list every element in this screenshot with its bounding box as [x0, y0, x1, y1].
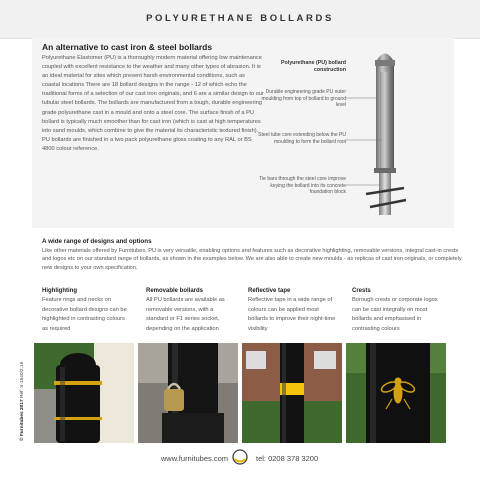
photo-crests — [346, 343, 446, 443]
intro-paragraph: Polyurethane Elastomer (PU) is a thoroughly modern material offering low maintenance coupled with excellent resistance to the weather and many other types of abrasion. It is an ideal material for sites which present harsh environmental conditions, such as coastal locations There are 18 bollard designs in the range - 12 of which echo the traditional forms of a selection of our cast iron originals, and 6 are a similar design to our tubular steel bollards. The bollards are manufactured from a tough, durable engineering grade polyurethane cast in a mould and onto a steel core. The surface finish of a PU bollard is typically much smoother than for cast iron (which is cast at high temperatures into sand moulds, which combine to give the material its characteristic textured finish). PU bollards are finished in a two pack polyurethane gloss coating to any RAL or BS 4800 colour reference. — [42, 55, 264, 152]
copyright-credit — [20, 362, 25, 441]
footer-telephone[interactable]: tel: 0208 378 3200 — [256, 454, 319, 463]
feature-title: Crests — [352, 288, 371, 294]
pu-base-ring — [374, 168, 396, 173]
feature-column-crests — [352, 288, 440, 335]
page-title: POLYURETHANE BOLLARDS — [146, 13, 334, 24]
bollard-collar — [375, 60, 395, 66]
figure-label-tie-bars: Tie bars through the steel core improve keying the bollard into its concrete foundation block — [259, 176, 346, 195]
feature-title: Highlighting — [42, 288, 77, 294]
feature-text: Reflective tape in a wide range of colours can be applied most bollards to improve their night-time visibility — [248, 297, 336, 333]
steel-root — [379, 173, 391, 215]
furnitubes-logo-icon — [232, 449, 248, 465]
photo-removable — [138, 343, 238, 443]
document-reference: Ref: S-1540/2.16 — [20, 361, 25, 398]
figure-title: Polyurethane (PU) bollard construction — [280, 60, 346, 73]
feature-column-highlighting — [42, 288, 130, 335]
photo-reflective-tape — [242, 343, 342, 443]
footer-website[interactable]: www.furnitubes.com — [160, 454, 228, 463]
bollard-construction-diagram — [344, 42, 454, 228]
steel-core-visible — [380, 72, 390, 168]
feature-text: Borough crests or corporate logos can be cast integrally on most bollards and emphasised in contrasting colours — [352, 297, 438, 333]
feature-text: All PU bollards are available as removable versions, with a standard or F1 series socket, depending on the application — [146, 297, 225, 333]
photo-highlighting — [34, 343, 134, 443]
feature-text: Feature rings and necks on decorative bollard designs can be highlighted in contrasting colours as required — [42, 297, 127, 333]
feature-column-reflective — [248, 288, 336, 335]
feature-title: Reflective tape — [248, 288, 291, 294]
bollard-cap — [377, 54, 393, 61]
range-heading: A wide range of designs and options — [42, 238, 152, 245]
range-paragraph: Like other materials offered by Furnitubes, PU is very versatile, enabling options and features such as decorative highlighting, removable versions, integral cast-in crests and logos etc on our standard range of bollards, as shown in the examples below. We are also able to create new moulds - as replicas of cast iron originals, or completely new designs to your own specification. — [42, 248, 462, 271]
feature-title: Removable bollards — [146, 288, 204, 294]
figure-label-outer-moulding: Durable engineering grade PU outer moulding from top of bollard to ground level — [261, 89, 346, 108]
feature-column-removable — [146, 288, 234, 335]
figure-label-steel-core: Steel tube core extending below the PU moulding to form the bollard root — [258, 132, 346, 145]
copyright-brand: © Furnitubes 2017 — [20, 399, 25, 441]
intro-heading: An alternative to cast iron & steel bollards — [42, 42, 213, 52]
header-bar — [0, 0, 480, 39]
